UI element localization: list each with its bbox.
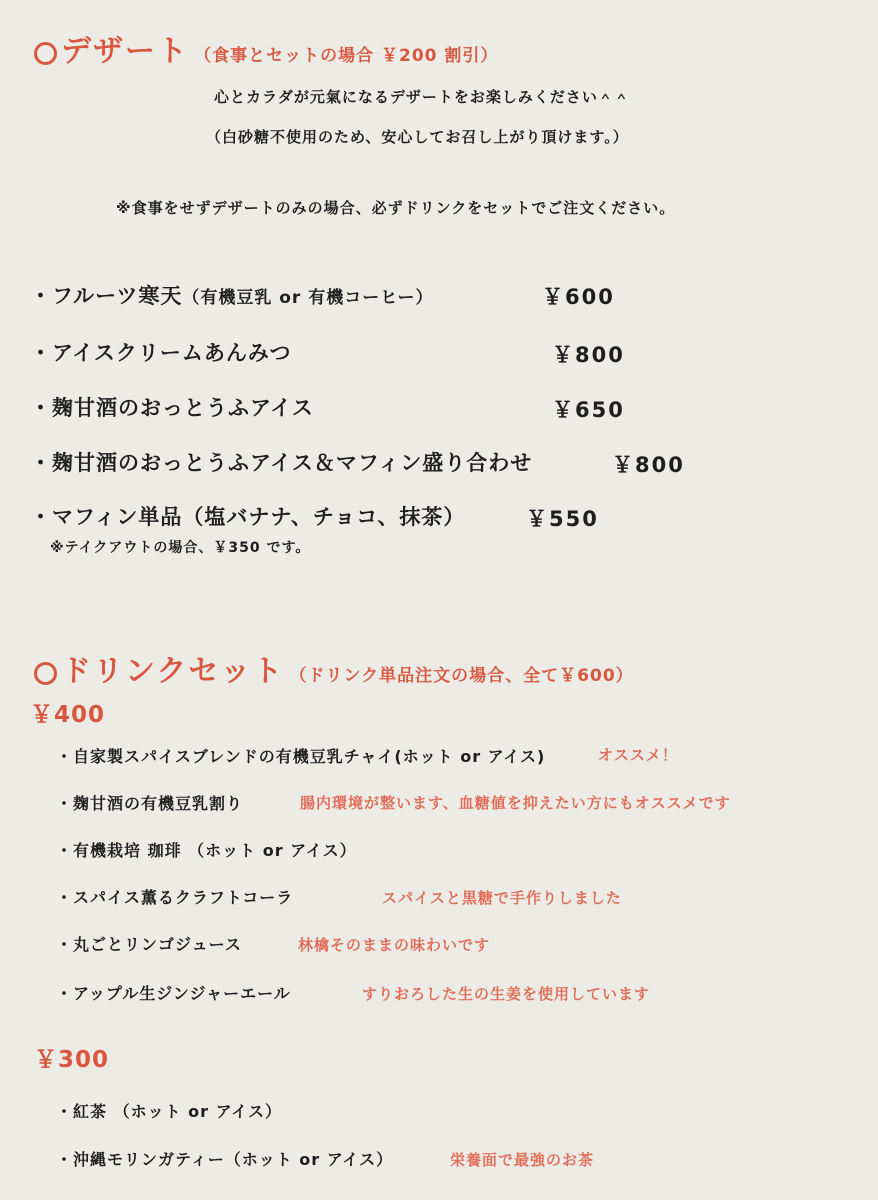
drink-note: スパイスと黒糖で手作りしました <box>382 889 622 907</box>
drink-note: 栄養面で最強のお茶 <box>450 1151 595 1169</box>
menu-item-name: ・フルーツ寒天 <box>30 284 183 308</box>
menu-item-price: ￥650 <box>552 398 625 422</box>
dessert-title-note: （食事とセットの場合 ￥200 割引） <box>194 46 499 66</box>
menu-item-name: ・アイスクリームあんみつ <box>30 341 292 365</box>
drink-name: ・沖縄モリンガティー（ホット or アイス） <box>56 1150 394 1169</box>
drink-title: ドリンクセット <box>61 654 285 689</box>
menu-item-name: ・麹甘酒のおっとうふアイス <box>30 396 314 420</box>
menu-item <box>30 501 465 531</box>
circle-bullet-icon <box>34 42 57 65</box>
drink-row <box>56 1099 282 1122</box>
circle-bullet-icon <box>34 662 57 685</box>
drink-row <box>56 744 545 767</box>
drink-name: ・丸ごとリンゴジュース <box>56 935 242 954</box>
menu-item-price: ￥800 <box>552 343 625 367</box>
price-group-heading: ￥400 <box>30 702 106 728</box>
menu-item-sub: （有機豆乳 or 有機コーヒー） <box>182 288 434 308</box>
menu-item <box>30 392 314 422</box>
drink-row <box>56 885 293 908</box>
drink-name: ・紅茶 （ホット or アイス） <box>56 1102 282 1121</box>
drink-note: オススメ！ <box>598 746 678 764</box>
drink-name: ・麹甘酒の有機豆乳割り <box>56 794 244 813</box>
dessert-title: デザート <box>61 34 189 69</box>
drink-title-note: （ドリンク単品注文の場合、全て￥600） <box>289 666 634 686</box>
drink-row <box>56 981 291 1004</box>
menu-item-name: ・マフィン単品（塩バナナ、チョコ、抹茶） <box>30 505 466 529</box>
menu-item-name: ・麹甘酒のおっとうふアイス＆マフィン盛り合わせ <box>30 451 533 475</box>
menu-item <box>30 337 291 367</box>
drink-note: 腸内環境が整います、血糖値を抑えたい方にもオススメです <box>300 794 731 812</box>
dessert-intro-3: ※食事をせずデザートのみの場合、必ずドリンクをセットでご注文ください。 <box>116 199 676 217</box>
menu-item-price: ￥600 <box>542 285 615 309</box>
drink-name: ・自家製スパイスブレンドの有機豆乳チャイ(ホット or アイス) <box>56 747 546 766</box>
drink-row <box>56 791 243 814</box>
menu-item <box>30 280 434 310</box>
drink-name: ・有機栽培 珈琲 （ホット or アイス） <box>56 841 357 860</box>
price-group-heading: ￥300 <box>34 1047 110 1073</box>
drink-row <box>56 932 242 955</box>
menu-item-price: ￥550 <box>526 507 599 531</box>
menu-item <box>30 447 532 477</box>
drink-row <box>56 1147 393 1170</box>
dessert-heading <box>34 26 498 70</box>
drink-note: すりおろした生の生姜を使用しています <box>362 985 651 1003</box>
dessert-intro-1: 心とカラダが元氣になるデザートをお楽しみください＾＾ <box>214 88 630 106</box>
menu-item-price: ￥800 <box>612 453 685 477</box>
drink-name: ・スパイス薫るクラフトコーラ <box>56 888 294 907</box>
drink-note: 林檎そのままの味わいです <box>298 936 491 954</box>
drink-name: ・アップル生ジンジャーエール <box>56 984 291 1003</box>
dessert-intro-2: （白砂糖不使用のため、安心してお召し上がり頂けます。） <box>206 128 629 146</box>
drink-row <box>56 838 357 861</box>
takeout-note: ※テイクアウトの場合、￥350 です。 <box>50 540 311 556</box>
drink-heading <box>34 646 634 690</box>
